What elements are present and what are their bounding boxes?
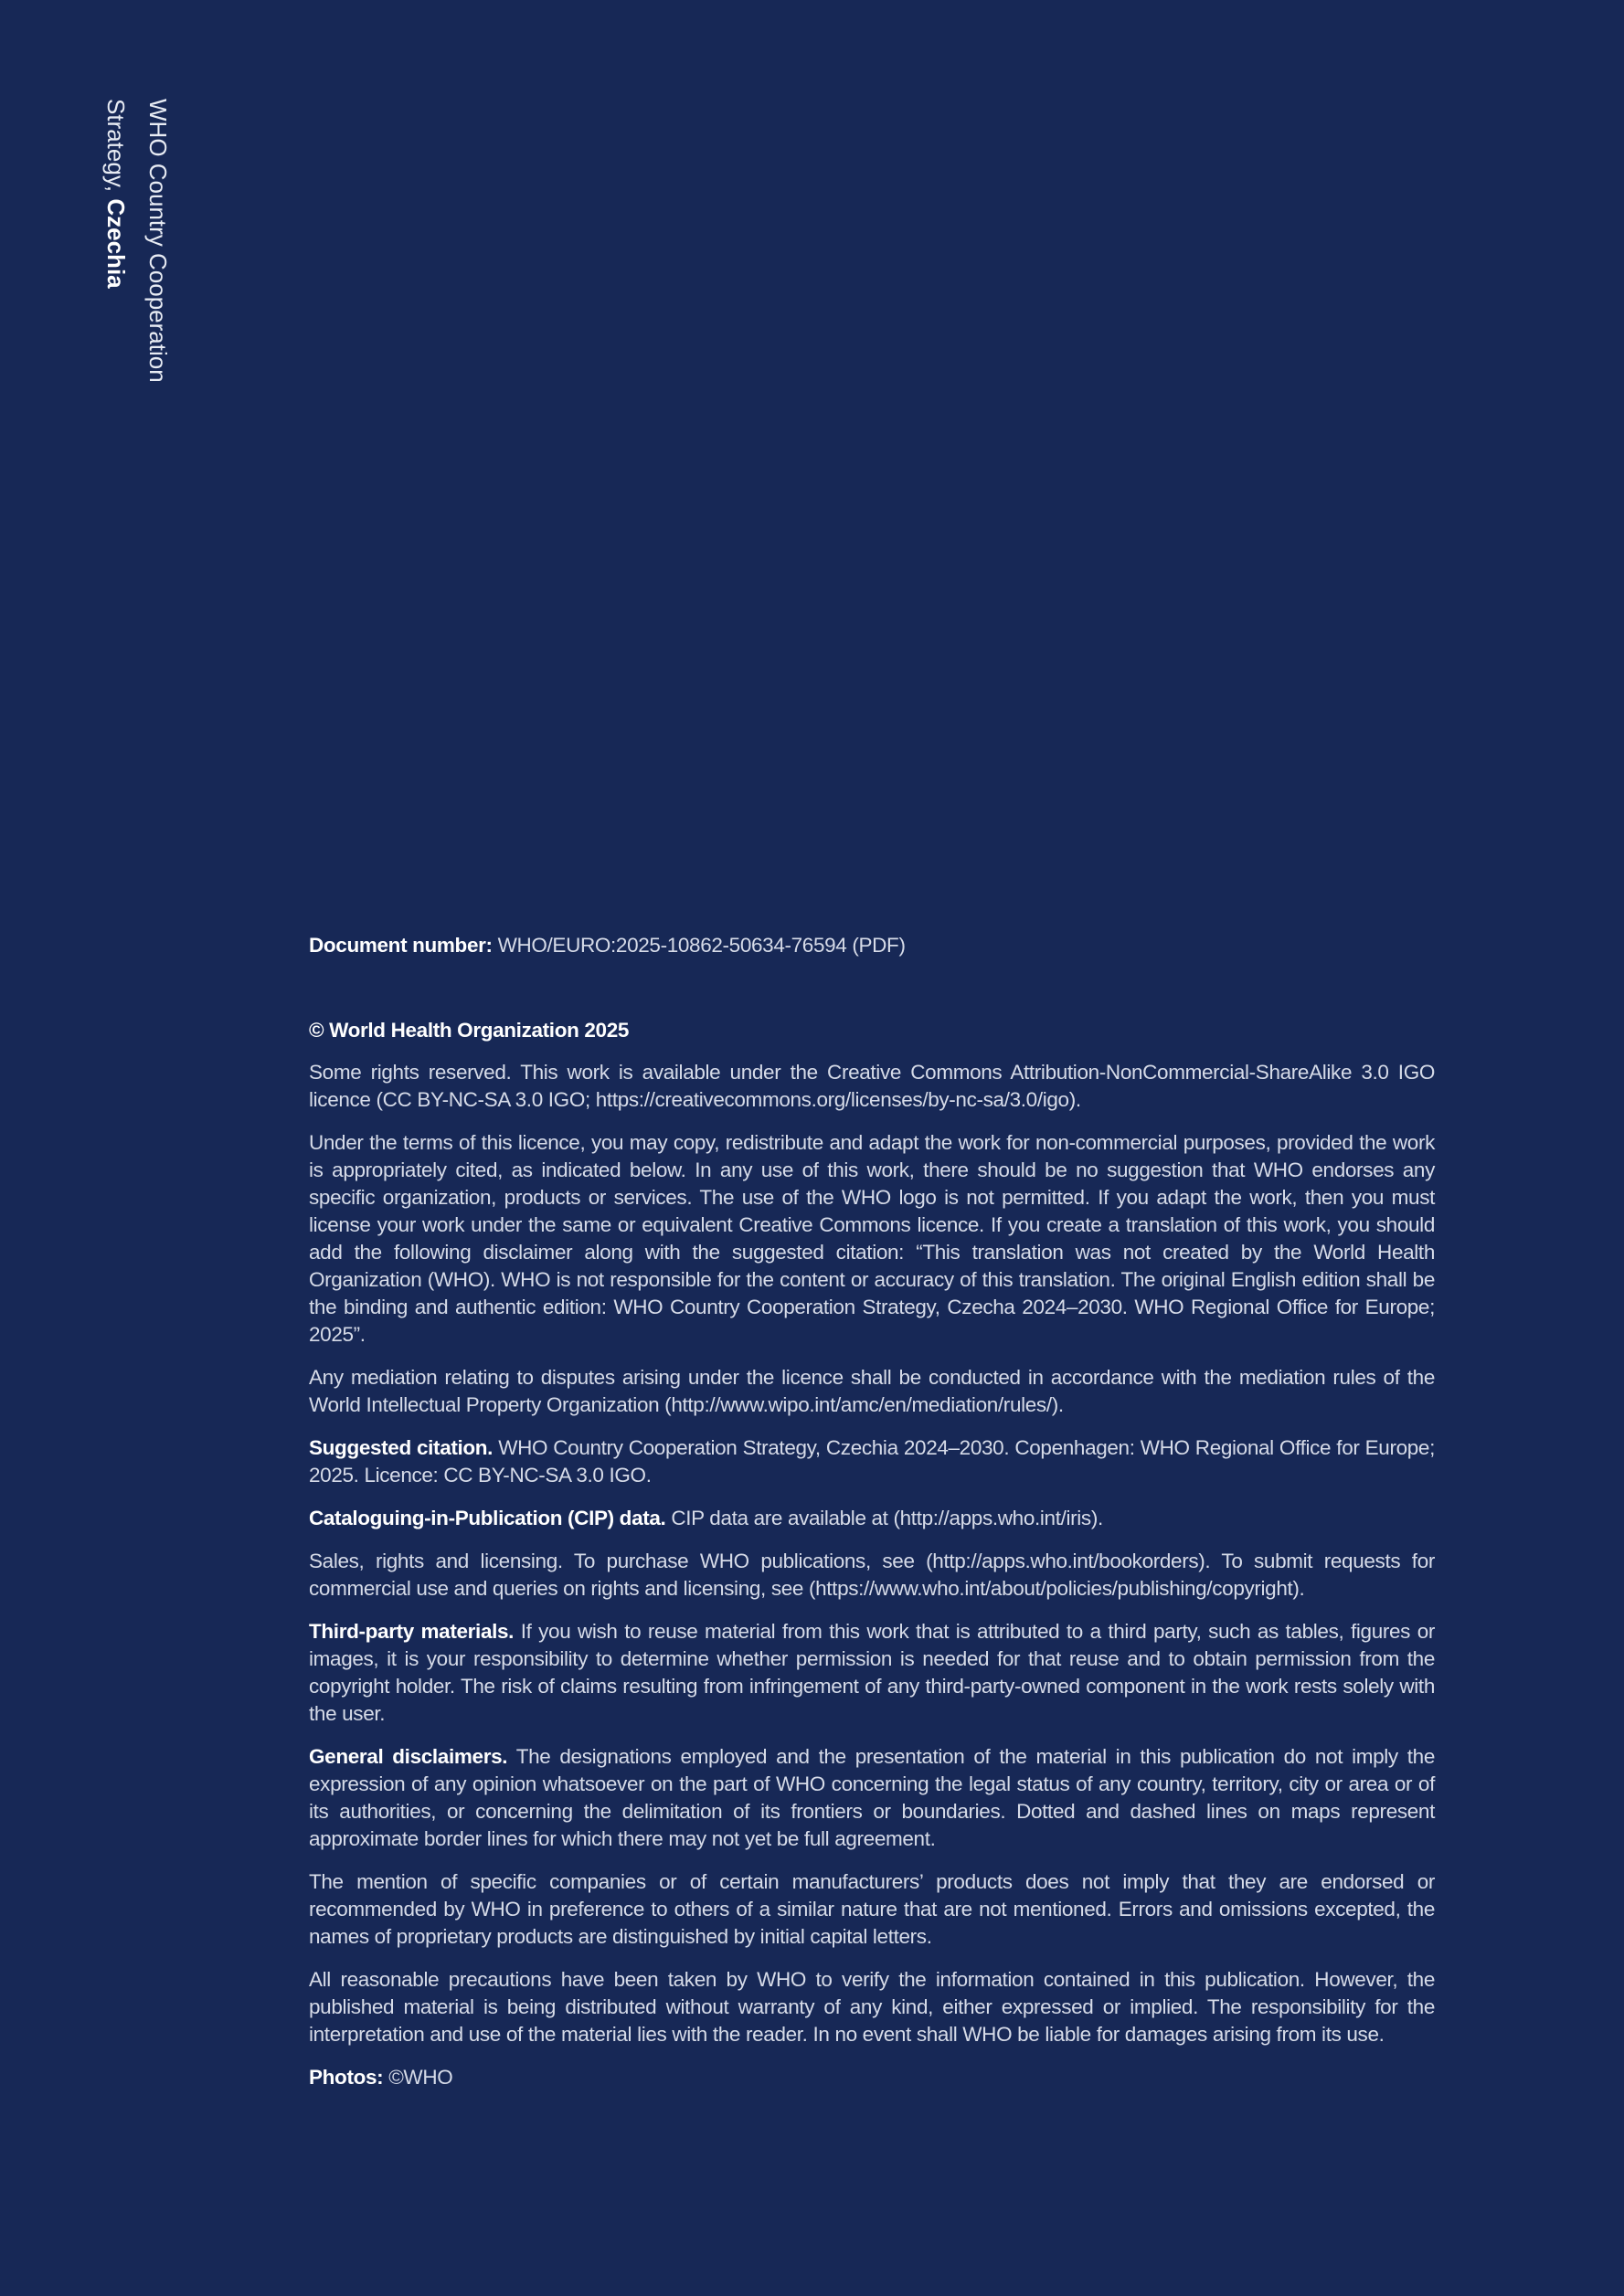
- copyright-heading: [309, 1017, 1435, 1044]
- disclaimers-label: General disclaimers.: [309, 1745, 508, 1768]
- document-number: [309, 932, 1435, 959]
- terms-paragraph: Under the terms of this licence, you may copy, redistribute and adapt the work for non-commercial purposes, provided the work is appropriately cited, as indicated below. In any use of this work, there should be no suggestion that WHO endorses any specific organization, products or services. The use of the WHO logo is not permitted. If you adapt the work, then you must license your work under the same or equivalent Creative Commons licence. If you create a translation of this work, you should add the following disclaimer along with the suggested citation: “This translation was not created by the World Health Organization (WHO). WHO is not responsible for the content or accuracy of this translation. The original English edition shall be the binding and authentic edition: WHO Country Cooperation Strategy, Czecha 2024–2030. WHO Regional Office for Europe; 2025”.: [309, 1131, 1435, 1346]
- photos-paragraph: [309, 2064, 1435, 2091]
- side-title-line-2: [95, 99, 137, 428]
- citation-paragraph: [309, 1434, 1435, 1489]
- precautions-paragraph: All reasonable precautions have been taken by WHO to verify the information contained in this publication. However, the published material is being distributed without warranty of any kind, either expressed or implied. The responsibility for the interpretation and use of the material lies with the reader. In no event shall WHO be liable for damages arising from its use.: [309, 1968, 1435, 2046]
- third-party-label: Third-party materials.: [309, 1620, 515, 1643]
- photos-text: ©WHO: [383, 2066, 453, 2089]
- third-party-paragraph: [309, 1618, 1435, 1728]
- side-title: [95, 99, 179, 428]
- cip-paragraph: [309, 1505, 1435, 1532]
- sales-paragraph: Sales, rights and licensing. To purchase WHO publications, see (http://apps.who.int/bookorders). To submit requests for commercial use and queries on rights and licensing, see (https://www.who.int/about/policies/publishing/copyright).: [309, 1550, 1435, 1600]
- cip-label: Cataloguing-in-Publication (CIP) data.: [309, 1507, 666, 1529]
- document-number-value: WHO/EURO:2025-10862-50634-76594 (PDF): [492, 934, 906, 957]
- companies-paragraph: The mention of specific companies or of certain manufacturers’ products does not imply that they are endorsed or recommended by WHO in preference to others of a similar nature that are not mentioned. Errors and omissions excepted, the names of proprietary products are distinguished by initial capital letters.: [309, 1870, 1435, 1948]
- citation-text: WHO Country Cooperation Strategy, Czechia 2024–2030. Copenhagen: WHO Regional Office for Europe; 2025. Licence: CC BY-NC-SA 3.0 IGO.: [309, 1436, 1435, 1487]
- side-title-line-1: WHO Country Cooperation: [144, 99, 172, 383]
- side-title-strategy: Strategy,: [102, 99, 130, 199]
- rights-paragraph: Some rights reserved. This work is available under the Creative Commons Attribution-NonCommercial-ShareAlike 3.0 IGO licence (CC BY-NC-SA 3.0 IGO; https://creativecommons.org/licenses/by-nc-sa/3.0/igo).: [309, 1061, 1435, 1111]
- legal-notice: [309, 932, 1435, 2107]
- cip-text: CIP data are available at (http://apps.who.int/iris).: [665, 1507, 1103, 1529]
- citation-label: Suggested citation.: [309, 1436, 494, 1459]
- copyright-text: © World Health Organization 2025: [309, 1019, 630, 1042]
- photos-label: Photos:: [309, 2066, 384, 2089]
- disclaimers-paragraph: [309, 1743, 1435, 1853]
- side-title-country: Czechia: [102, 198, 130, 289]
- document-number-label: Document number:: [309, 934, 493, 957]
- third-party-text: If you wish to reuse material from this work that is attributed to a third party, such as tables, figures or images, it is your responsibility to determine whether permission is needed for that reuse and to obtain permission from the copyright holder. The risk of claims resulting from infringement of any third-party-owned component in the work rests solely with the user.: [309, 1620, 1435, 1725]
- mediation-paragraph: Any mediation relating to disputes arising under the licence shall be conducted in accordance with the mediation rules of the World Intellectual Property Organization (http://www.wipo.int/amc/en/mediation/rules/).: [309, 1366, 1435, 1416]
- disclaimers-text: The designations employed and the presentation of the material in this publication do not imply the expression of any opinion whatsoever on the part of WHO concerning the legal status of any country, territory, city or area or of its authorities, or concerning the delimitation of its frontiers or boundaries. Dotted and dashed lines on maps represent approximate border lines for which there may not yet be full agreement.: [309, 1745, 1436, 1850]
